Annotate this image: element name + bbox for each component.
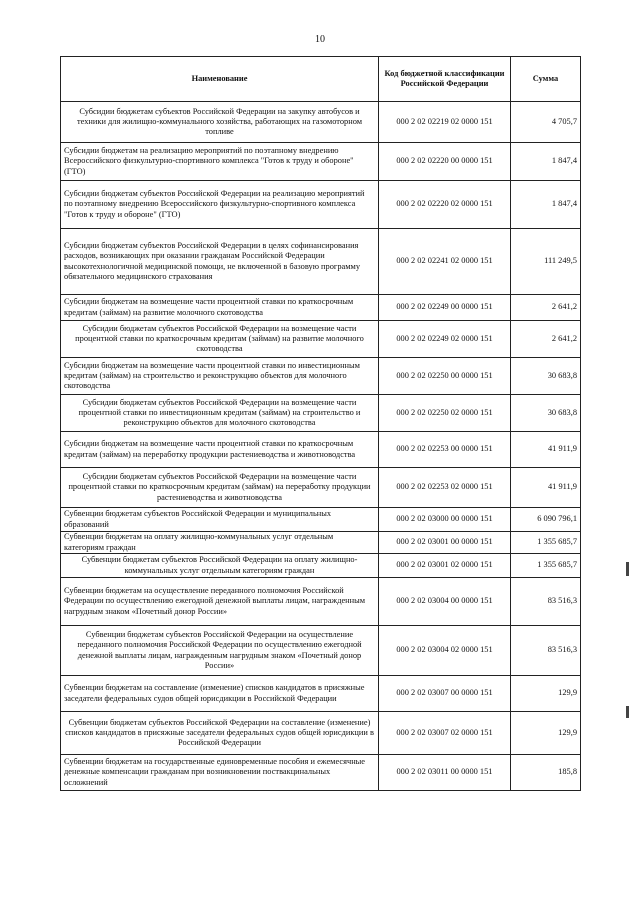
page-number: 10: [315, 34, 325, 45]
row-name: Субвенции бюджетам субъектов Российской Федерации и муниципальных образований: [61, 508, 379, 532]
table-row: [61, 295, 581, 321]
table-row: [61, 712, 581, 755]
row-name: Субсидии бюджетам на возмещение части процентной ставки по краткосрочным кредитам (займам) на развитие молочного скотоводства: [61, 295, 379, 321]
budget-table: [60, 56, 581, 791]
row-code: 000 2 02 02253 02 0000 151: [379, 468, 511, 508]
row-code: 000 2 02 03000 00 0000 151: [379, 508, 511, 532]
row-name: Субсидии бюджетам на возмещение части процентной ставки по краткосрочным кредитам (займам) на переработку продукции растениеводства и животноводства: [61, 432, 379, 468]
row-sum: 1 355 685,7: [511, 554, 581, 578]
row-sum: 2 641,2: [511, 321, 581, 358]
row-name: Субсидии бюджетам субъектов Российской Федерации на возмещение части процентной ставки по краткосрочным кредитам (займам) на развитие молочного скотоводства: [61, 321, 379, 358]
scan-edge-mark: [626, 562, 629, 576]
row-name: Субвенции бюджетам на оплату жилищно-коммунальных услуг отдельным категориям граждан: [61, 532, 379, 554]
row-sum: 41 911,9: [511, 432, 581, 468]
row-code: 000 2 02 03004 00 0000 151: [379, 578, 511, 626]
row-sum: 1 355 685,7: [511, 532, 581, 554]
row-code: 000 2 02 02220 00 0000 151: [379, 143, 511, 181]
row-code: 000 2 02 03011 00 0000 151: [379, 755, 511, 791]
scan-edge-mark: [626, 706, 629, 718]
row-name: Субвенции бюджетам субъектов Российской Федерации на оплату жилищно-коммунальных услуг отдельным категориям граждан: [61, 554, 379, 578]
table-row: [61, 468, 581, 508]
row-code: 000 2 02 02250 02 0000 151: [379, 395, 511, 432]
row-code: 000 2 02 03001 00 0000 151: [379, 532, 511, 554]
row-code: 000 2 02 02253 00 0000 151: [379, 432, 511, 468]
header-name: Наименование: [61, 57, 379, 102]
row-name: Субвенции бюджетам на осуществление переданного полномочия Российской Федерации по осуществлению ежегодной денежной выплаты лицам, награжденным нагрудным знаком «Почетный донор России»: [61, 578, 379, 626]
row-code: 000 2 02 02249 02 0000 151: [379, 321, 511, 358]
table-row: [61, 532, 581, 554]
row-name: Субсидии бюджетам субъектов Российской Федерации на реализацию мероприятий по поэтапному внедрению Всероссийского физкультурно-спортивного комплекса "Готов к труду и обороне" (ГТО): [61, 181, 379, 229]
row-name: Субвенции бюджетам субъектов Российской Федерации на осуществление переданного полномочия Российской Федерации по осуществлению ежегодной денежной выплаты лицам, награжденным нагрудным знаком «Почетный донор России»: [61, 626, 379, 676]
row-name: Субвенции бюджетам субъектов Российской Федерации на составление (изменение) списков кандидатов в присяжные заседатели федеральных судов общей юрисдикции в Российской Федерации: [61, 712, 379, 755]
row-name: Субсидии бюджетам на реализацию мероприятий по поэтапному внедрению Всероссийского физкультурно-спортивного комплекса "Готов к труду и обороне" (ГТО): [61, 143, 379, 181]
row-name: Субсидии бюджетам субъектов Российской Федерации на закупку автобусов и техники для жилищно-коммунального хозяйства, работающих на газомоторном топливе: [61, 102, 379, 143]
row-name: Субсидии бюджетам субъектов Российской Федерации на возмещение части процентной ставки по краткосрочным кредитам (займам) на переработку продукции растениеводства и животноводства: [61, 468, 379, 508]
row-code: 000 2 02 03001 02 0000 151: [379, 554, 511, 578]
row-sum: 185,8: [511, 755, 581, 791]
row-sum: 83 516,3: [511, 626, 581, 676]
row-sum: 111 249,5: [511, 229, 581, 295]
table-row: [61, 181, 581, 229]
row-code: 000 2 02 02250 00 0000 151: [379, 358, 511, 395]
row-code: 000 2 02 02241 02 0000 151: [379, 229, 511, 295]
row-code: 000 2 02 02249 00 0000 151: [379, 295, 511, 321]
row-sum: 30 683,8: [511, 358, 581, 395]
row-sum: 41 911,9: [511, 468, 581, 508]
row-sum: 2 641,2: [511, 295, 581, 321]
row-code: 000 2 02 03004 02 0000 151: [379, 626, 511, 676]
table-row: [61, 102, 581, 143]
row-name: Субсидии бюджетам субъектов Российской Федерации в целях софинансирования расходов, возникающих при оказании гражданам Российской Федерации высокотехнологичной медицинской помощи, не включенной в базовую программу обязательного медицинского страхования: [61, 229, 379, 295]
table-row: [61, 321, 581, 358]
table-row: [61, 755, 581, 791]
row-code: 000 2 02 03007 00 0000 151: [379, 676, 511, 712]
table-row: [61, 358, 581, 395]
row-sum: 30 683,8: [511, 395, 581, 432]
row-code: 000 2 02 02219 02 0000 151: [379, 102, 511, 143]
row-name: Субсидии бюджетам субъектов Российской Федерации на возмещение части процентной ставки по инвестиционным кредитам (займам) на строительство и реконструкцию объектов для молочного скотоводства: [61, 395, 379, 432]
row-sum: 129,9: [511, 712, 581, 755]
table-row: [61, 554, 581, 578]
row-name: Субвенции бюджетам на государственные единовременные пособия и ежемесячные денежные компенсации гражданам при возникновении поствакцинальных осложнений: [61, 755, 379, 791]
table-row: [61, 143, 581, 181]
row-sum: 83 516,3: [511, 578, 581, 626]
header-sum: Сумма: [511, 57, 581, 102]
table-header-row: [61, 57, 581, 102]
table-row: [61, 578, 581, 626]
table-row: [61, 395, 581, 432]
row-sum: 1 847,4: [511, 143, 581, 181]
row-sum: 129,9: [511, 676, 581, 712]
table-row: [61, 676, 581, 712]
table-row: [61, 432, 581, 468]
row-sum: 6 090 796,1: [511, 508, 581, 532]
row-name: Субсидии бюджетам на возмещение части процентной ставки по инвестиционным кредитам (займам) на строительство и реконструкцию объектов для молочного скотоводства: [61, 358, 379, 395]
row-sum: 1 847,4: [511, 181, 581, 229]
table-row: [61, 626, 581, 676]
row-name: Субвенции бюджетам на составление (изменение) списков кандидатов в присяжные заседатели федеральных судов общей юрисдикции в Российской Федерации: [61, 676, 379, 712]
row-code: 000 2 02 02220 02 0000 151: [379, 181, 511, 229]
table-row: [61, 229, 581, 295]
row-code: 000 2 02 03007 02 0000 151: [379, 712, 511, 755]
header-code: Код бюджетной классификации Российской Федерации: [379, 57, 511, 102]
table-row: [61, 508, 581, 532]
row-sum: 4 705,7: [511, 102, 581, 143]
